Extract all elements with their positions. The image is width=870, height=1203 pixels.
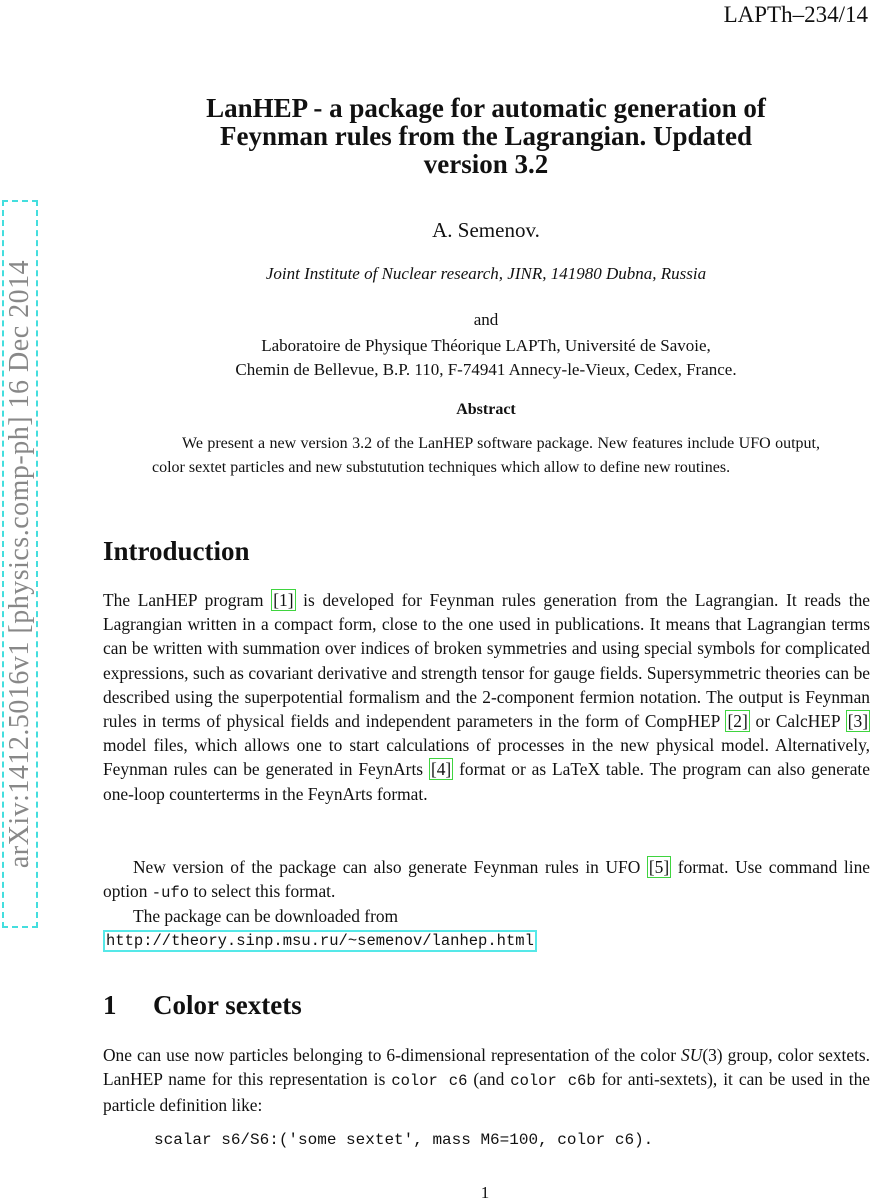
- text-run: format. Use command line option: [103, 857, 870, 902]
- intro-paragraph-1: [103, 588, 870, 806]
- text-run: format or as LaTeX table. The program can also generate one-loop counterterms in the FeynArts format.: [103, 759, 870, 804]
- affiliation-line: Chemin de Bellevue, B.P. 110, F-74941 Annecy-le-Vieux, Cedex, France.: [235, 360, 737, 379]
- intro-paragraph-2: [103, 855, 870, 905]
- text-run: group, color sextets. LanHEP name for this representation is: [103, 1045, 870, 1090]
- text-run: (and: [467, 1069, 511, 1090]
- citation-link[interactable]: [1]: [273, 590, 294, 610]
- citation-link[interactable]: [4]: [430, 759, 452, 780]
- text-run: to select this format.: [189, 881, 336, 902]
- section-number: 1: [103, 990, 117, 1020]
- title-line: LanHEP - a package for automatic generation of: [206, 93, 766, 123]
- section1-paragraph: [103, 1043, 870, 1118]
- arxiv-identifier-link[interactable]: [2, 200, 38, 928]
- affiliation-jinr: Joint Institute of Nuclear research, JINR, 141980 Dubna, Russia: [265, 264, 707, 283]
- math-symbol: SU: [681, 1045, 703, 1065]
- code-example: scalar s6/S6:('some sextet', mass M6=100, color c6).: [154, 1131, 654, 1149]
- citation-link[interactable]: [5]: [648, 857, 670, 877]
- introduction-heading: Introduction: [103, 536, 250, 566]
- author: A. Semenov.: [432, 218, 540, 242]
- text-run: One can use now particles belonging to 6-dimensional representation of the color: [103, 1045, 682, 1065]
- inline-code: -ufo: [151, 884, 190, 903]
- affiliation-line: Laboratoire de Physique Théorique LAPTh, Université de Savoie,: [261, 336, 711, 355]
- text-run: or CalcHEP: [749, 711, 846, 732]
- text-run: is developed for Feynman rules generation from the Lagrangian. It reads the Lagrangian written in a compact form, close to the one used in publications. It means that Lagrangian terms can be written with summation over indices of broken symmetries and using special symbols for complicated expressions, such as covariant derivative and strength tensor for gauge fields. Supersymmetric theories can be described using the superpotential formalism and the 2-component fermion notation. The output is Feynman rules in terms of physical fields and independent parameters in the form of CompHEP: [103, 590, 870, 732]
- paper-title: [100, 94, 870, 178]
- affiliation-lapth: [100, 334, 870, 382]
- arxiv-identifier-text: arXiv:1412.5016v1 [physics.comp-ph] 16 Dec 2014: [4, 259, 35, 869]
- page-number: 1: [480, 1183, 490, 1202]
- download-url-container: [103, 932, 537, 950]
- abstract-heading: Abstract: [456, 401, 516, 418]
- download-url-link[interactable]: http://theory.sinp.msu.ru/~semenov/lanhep.html: [103, 930, 537, 952]
- intro-paragraph-3: The package can be downloaded from: [133, 906, 399, 926]
- inline-code: color c6: [391, 1072, 468, 1091]
- inline-code: color c6b: [510, 1072, 596, 1091]
- text-run: The LanHEP program: [103, 590, 272, 610]
- text-run: model files, which allows one to start calculations of processes in the new physical model. Alternatively, Feynman rules can be generated in FeynArts: [103, 735, 870, 780]
- citation-link[interactable]: [3]: [847, 711, 868, 732]
- section-heading: [103, 990, 302, 1021]
- title-line: version 3.2: [423, 149, 549, 179]
- affiliation-conjunction: and: [473, 310, 499, 329]
- citation-link[interactable]: [2]: [727, 711, 748, 732]
- text-run: New version of the package can also generate Feynman rules in UFO: [133, 857, 647, 877]
- abstract-text: We present a new version 3.2 of the LanHEP software package. New features include UFO output, color sextet particles and new substutution techniques which allow to define new routines.: [152, 435, 820, 476]
- math-symbol-arg: (3): [702, 1045, 723, 1065]
- preprint-number: LAPTh–234/14: [723, 2, 868, 27]
- title-line: Feynman rules from the Lagrangian. Updated: [219, 121, 752, 151]
- text-run: for anti-sextets), it can be used in the particle definition like:: [103, 1069, 870, 1116]
- section-title: Color sextets: [153, 990, 302, 1020]
